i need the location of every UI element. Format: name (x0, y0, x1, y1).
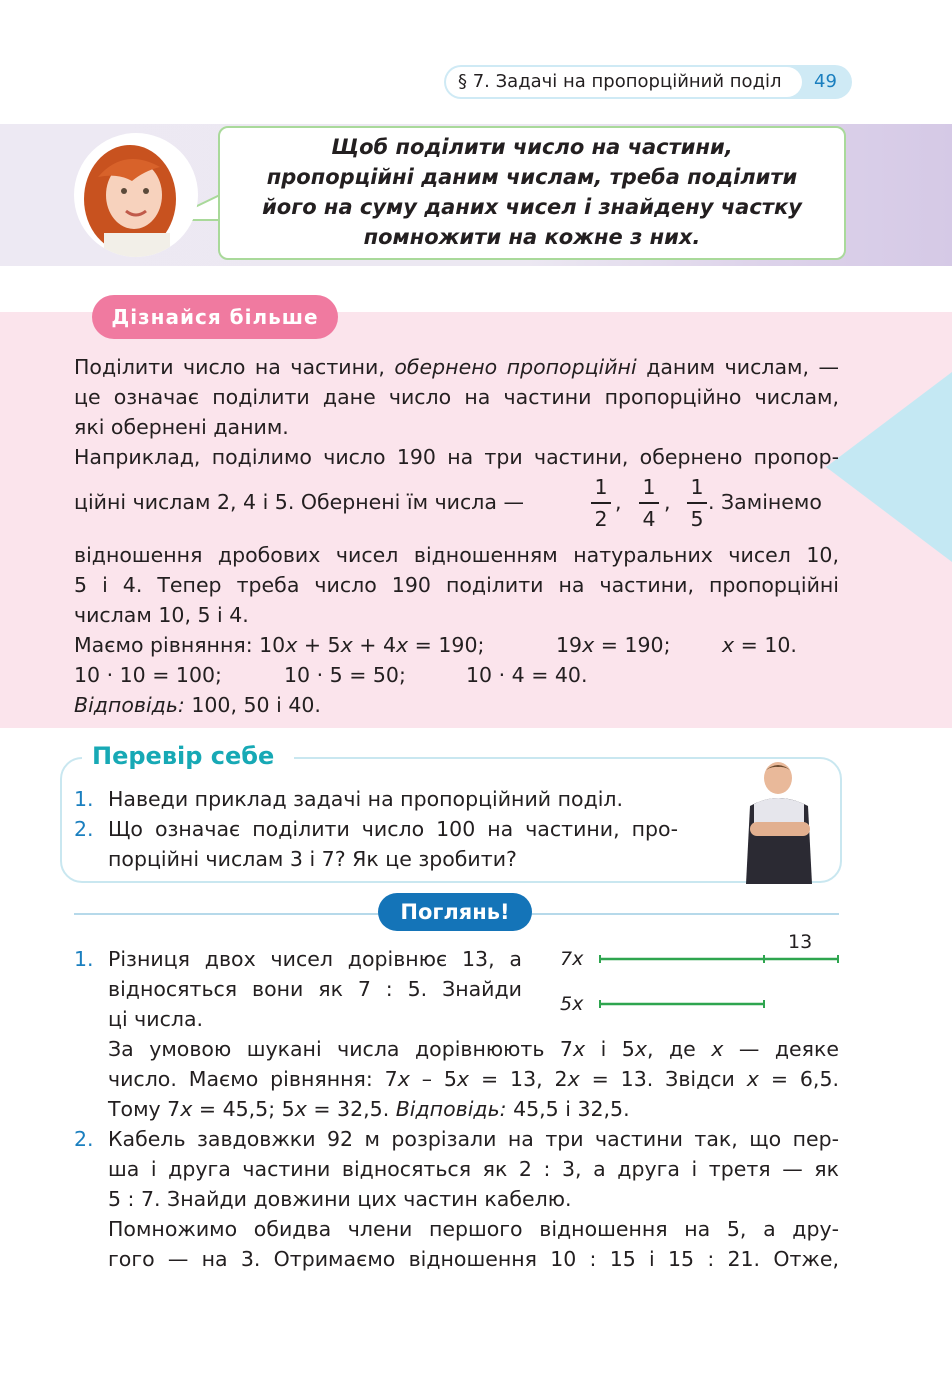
problem-number: 2. (74, 1127, 94, 1151)
boy-image (742, 760, 818, 884)
page-number: 49 (814, 71, 837, 92)
learn-more-badge: Дізнайся більше (92, 295, 338, 339)
rule-text (236, 132, 828, 252)
rule-line: помножити на кожне з них. (363, 225, 701, 249)
learn-more-line: Поділити число на частини, обернено пропорційні даним числам, — (74, 355, 839, 379)
problem-text: Різниця двох чисел дорівнює 13, а (108, 947, 522, 971)
solution-text: гого — на 3. Отримаємо відношення 10 : 15 і 15 : 21. Отже, (108, 1247, 839, 1271)
decorative-triangle (826, 372, 952, 562)
problem-text: ці числа. (108, 1007, 204, 1031)
check-yourself-title: Перевір себе (92, 742, 275, 770)
learn-more-line: числам 10, 5 і 4. (74, 603, 249, 627)
learn-more-line: Наприклад, поділимо число 190 на три частини, обернено пропор- (74, 445, 839, 469)
equation: x = 10. (722, 633, 797, 657)
learn-more-line: 5 і 4. Тепер треба число 190 поділити на частини, пропорційні (74, 573, 839, 597)
answer: Відповідь: 100, 50 і 40. (74, 693, 321, 717)
learn-more-line: це означає поділити дане число на частини пропорційно числам, (74, 385, 839, 409)
solution-text: За умовою шукані числа дорівнюють 7x і 5x, де x — деяке (108, 1037, 839, 1061)
learn-more-line: відношення дробових чисел відношенням натуральних чисел 10, (74, 543, 839, 567)
solution-text: число. Маємо рівняння: 7x – 5x = 13, 2x = 13. Звідси x = 6,5. (108, 1067, 840, 1091)
problem-text: відносяться вони як 7 : 5. Знайди (108, 977, 522, 1001)
question-text: Що означає поділити число 100 на частини, про- (108, 817, 678, 841)
girl-avatar-image (74, 133, 198, 257)
rule-line: пропорційні даним числам, треба поділити (266, 165, 798, 189)
solution-text: Помножимо обидва члени першого відношення на 5, а дру- (108, 1217, 839, 1241)
problem-number: 1. (74, 947, 94, 971)
fraction: 1 2 (589, 475, 613, 531)
comma: , (615, 490, 622, 514)
segment-label-7x: 7x (560, 948, 584, 970)
segment-difference-label: 13 (788, 931, 813, 953)
rule-line: Щоб поділити число на частини, (331, 135, 733, 159)
learn-more-line: ційні числам 2, 4 і 5. Обернені їм числа — (74, 490, 524, 514)
fraction: 1 4 (637, 475, 661, 531)
problem-text: Кабель завдовжки 92 м розрізали на три частини так, що пер- (108, 1127, 839, 1151)
calculation: 10 · 5 = 50; (284, 663, 406, 687)
equation: 19x = 190; (556, 633, 671, 657)
calculation: 10 · 4 = 40. (466, 663, 588, 687)
rule-line: його на суму даних чисел і знайдену частку (262, 195, 802, 219)
question-text: порційні числам 3 і 7? Як це зробити? (108, 847, 517, 871)
problem-text: ша і друга частини відносяться як 2 : 3, а друга і третя — як (108, 1157, 839, 1181)
question-text: Наведи приклад задачі на пропорційний поділ. (108, 787, 624, 811)
equation: Маємо рівняння: 10x + 5x + 4x = 190; (74, 633, 485, 657)
learn-more-line: які обернені даним. (74, 415, 289, 439)
solution-text: Тому 7x = 45,5; 5x = 32,5. Відповідь: 45,5 і 32,5. (108, 1097, 630, 1121)
segment-diagram (556, 930, 846, 1020)
fraction: 1 5 (685, 475, 709, 531)
question-number: 1. (74, 787, 94, 811)
section-title: § 7. Задачі на пропорційний поділ (458, 71, 782, 92)
problem-text: 5 : 7. Знайди довжини цих частин кабелю. (108, 1187, 572, 1211)
calculation: 10 · 10 = 100; (74, 663, 222, 687)
comma: , (664, 490, 671, 514)
segment-label-5x: 5x (560, 993, 584, 1015)
question-number: 2. (74, 817, 94, 841)
learn-more-text: . Замінемо (708, 490, 822, 514)
look-badge: Поглянь! (378, 893, 532, 931)
